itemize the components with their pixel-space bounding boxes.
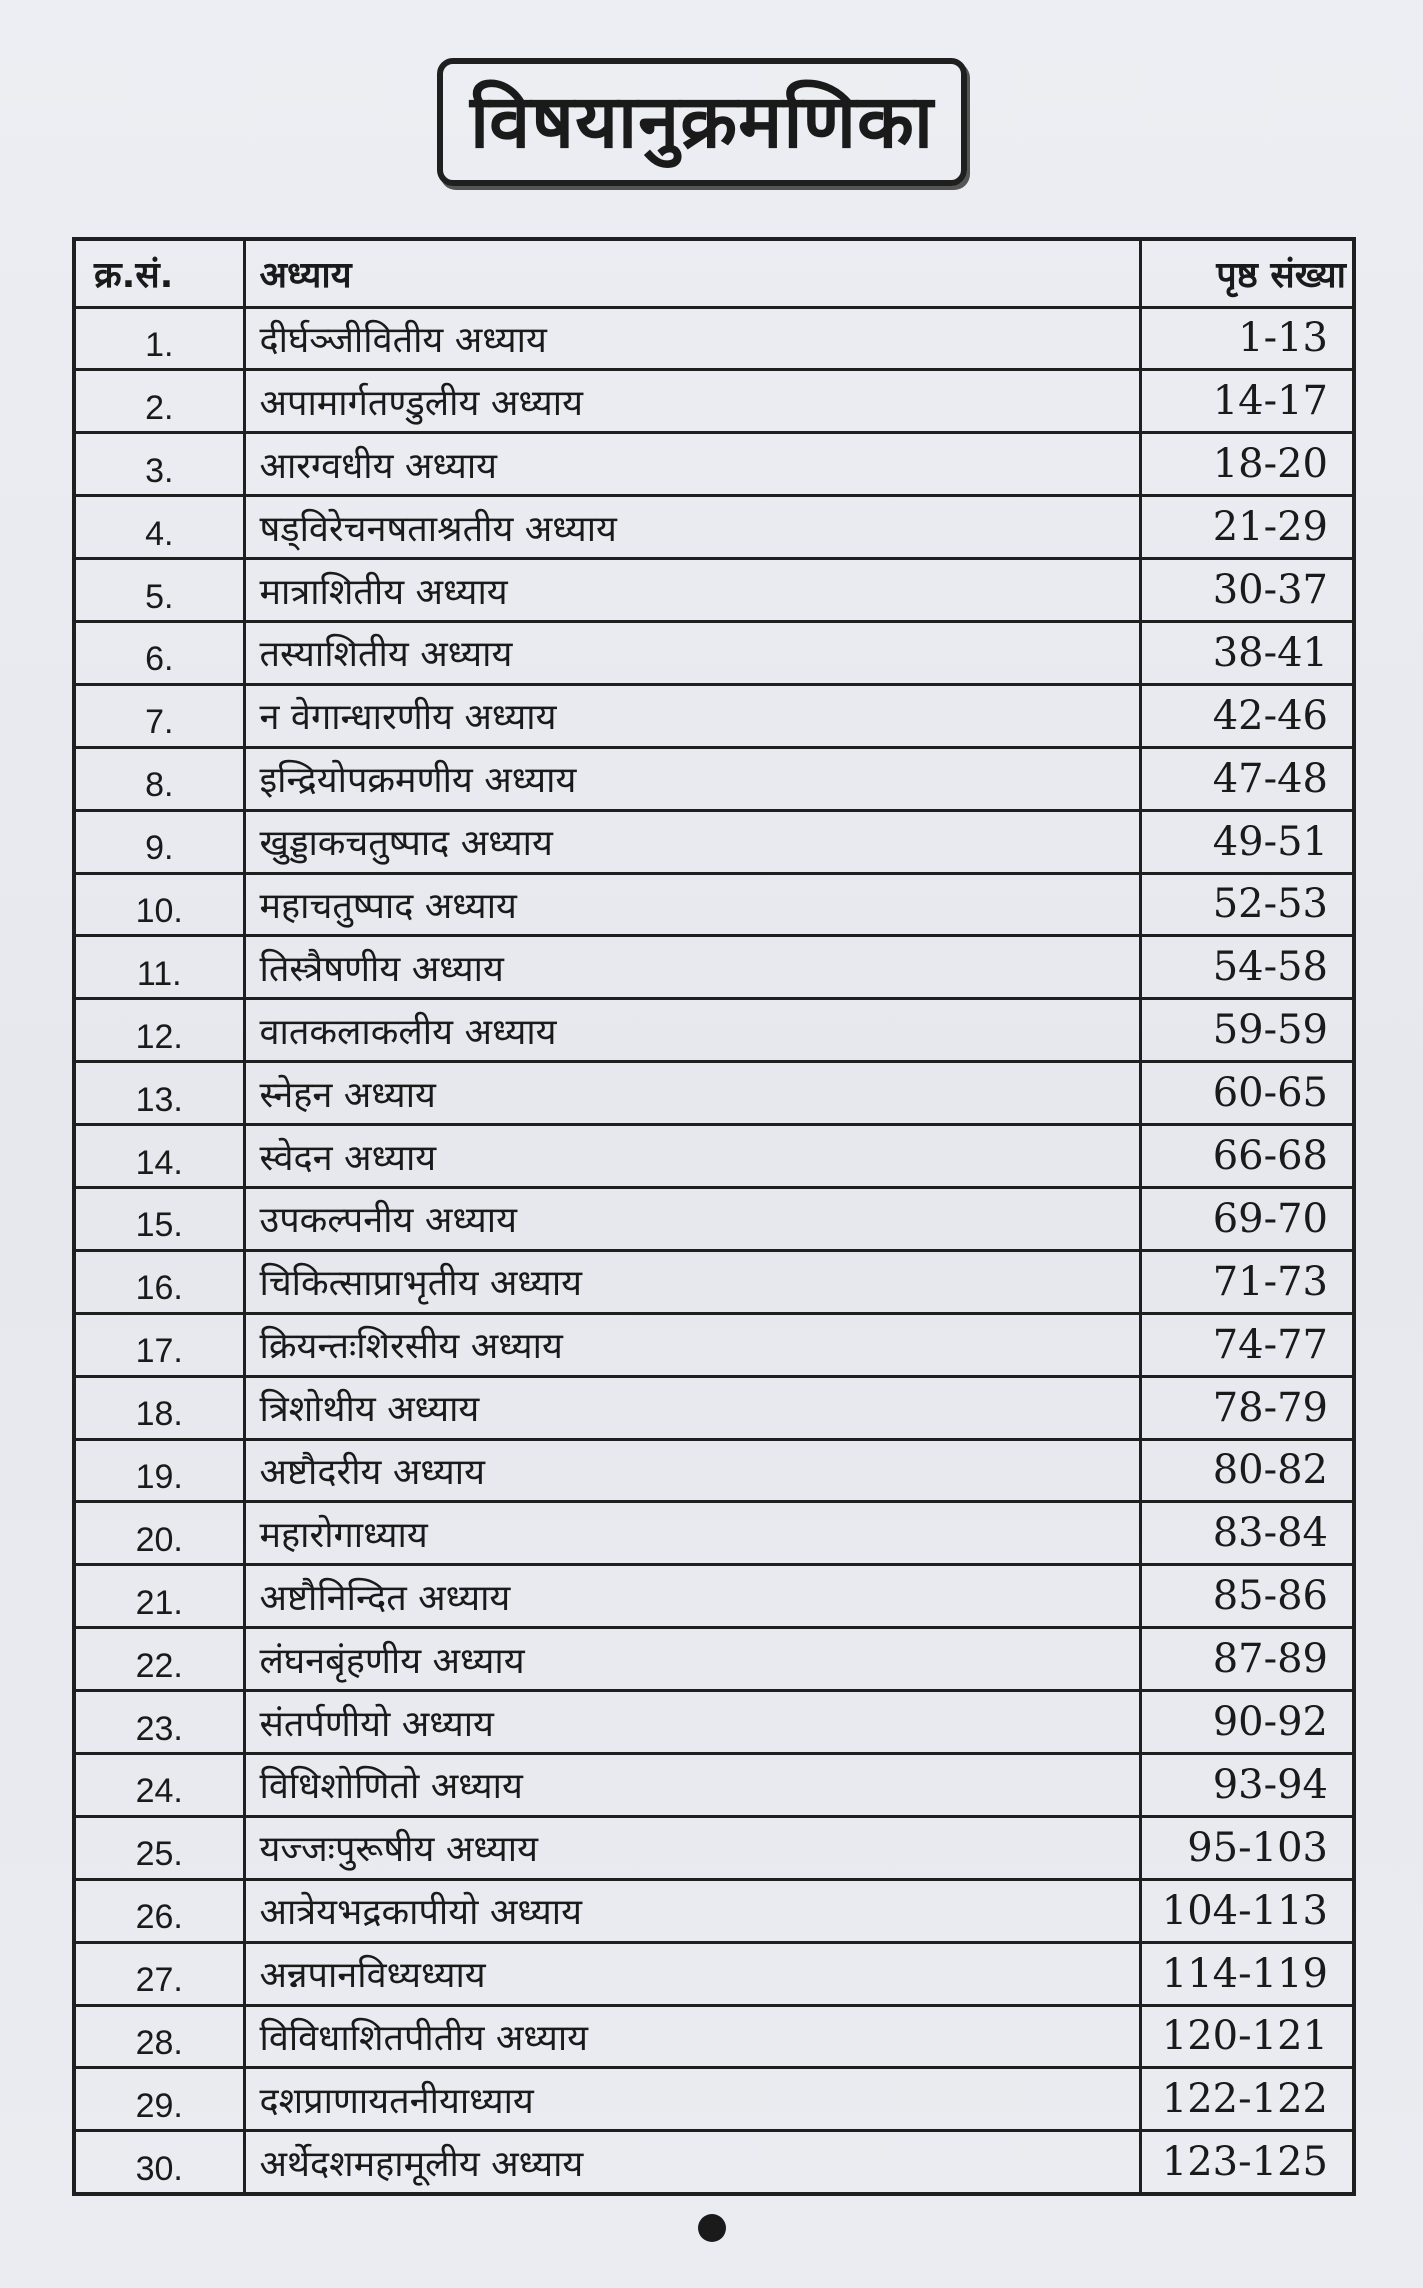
table-row <box>74 1753 1354 1816</box>
table-row <box>74 873 1354 936</box>
row-page-range: 93-94 <box>1140 1753 1354 1816</box>
page-dot-marker <box>698 2214 726 2242</box>
table-row <box>74 1565 1354 1628</box>
row-serial-number: 8. <box>74 747 244 810</box>
row-chapter-name: महाचतुष्पाद अध्याय <box>244 873 1140 936</box>
row-chapter-name: दीर्घञ्जीवितीय अध्याय <box>244 307 1140 370</box>
row-page-range: 122-122 <box>1140 2068 1354 2131</box>
row-chapter-name: उपकल्पनीय अध्याय <box>244 1187 1140 1250</box>
row-serial-number: 26. <box>74 1879 244 1942</box>
row-serial-number: 20. <box>74 1502 244 1565</box>
row-page-range: 90-92 <box>1140 1691 1354 1754</box>
row-page-range: 49-51 <box>1140 810 1354 873</box>
row-chapter-name: आत्रेयभद्रकापीयो अध्याय <box>244 1879 1140 1942</box>
table-row <box>74 1187 1354 1250</box>
row-serial-number: 7. <box>74 684 244 747</box>
row-chapter-name: अष्टौदरीय अध्याय <box>244 1439 1140 1502</box>
row-chapter-name: संतर्पणीयो अध्याय <box>244 1691 1140 1754</box>
title-box <box>437 58 967 186</box>
row-chapter-name: मात्राशितीय अध्याय <box>244 559 1140 622</box>
row-serial-number: 24. <box>74 1753 244 1816</box>
row-serial-number: 11. <box>74 936 244 999</box>
row-serial-number: 15. <box>74 1187 244 1250</box>
row-serial-number: 17. <box>74 1313 244 1376</box>
table-row <box>74 1125 1354 1188</box>
row-page-range: 30-37 <box>1140 559 1354 622</box>
table-row <box>74 1942 1354 2005</box>
table-row <box>74 433 1354 496</box>
row-chapter-name: लंघनबृंहणीय अध्याय <box>244 1628 1140 1691</box>
table-row <box>74 936 1354 999</box>
row-page-range: 123-125 <box>1140 2131 1354 2194</box>
row-serial-number: 4. <box>74 496 244 559</box>
row-serial-number: 29. <box>74 2068 244 2131</box>
row-page-range: 95-103 <box>1140 1816 1354 1879</box>
row-chapter-name: यज्जःपुरूषीय अध्याय <box>244 1816 1140 1879</box>
table-row <box>74 559 1354 622</box>
row-page-range: 120-121 <box>1140 2005 1354 2068</box>
row-chapter-name: तिस्त्रैषणीय अध्याय <box>244 936 1140 999</box>
row-page-range: 71-73 <box>1140 1250 1354 1313</box>
row-chapter-name: दशप्राणायतनीयाध्याय <box>244 2068 1140 2131</box>
table-row <box>74 1250 1354 1313</box>
row-chapter-name: न वेगान्धारणीय अध्याय <box>244 684 1140 747</box>
row-page-range: 1-13 <box>1140 307 1354 370</box>
row-chapter-name: चिकित्साप्राभृतीय अध्याय <box>244 1250 1140 1313</box>
table-row <box>74 2068 1354 2131</box>
row-chapter-name: अन्नपानविध्यध्याय <box>244 1942 1140 2005</box>
row-page-range: 60-65 <box>1140 1062 1354 1125</box>
row-serial-number: 22. <box>74 1628 244 1691</box>
row-serial-number: 13. <box>74 1062 244 1125</box>
row-page-range: 18-20 <box>1140 433 1354 496</box>
row-serial-number: 28. <box>74 2005 244 2068</box>
row-chapter-name: इन्द्रियोपक्रमणीय अध्याय <box>244 747 1140 810</box>
row-page-range: 80-82 <box>1140 1439 1354 1502</box>
row-page-range: 59-59 <box>1140 999 1354 1062</box>
page-title: विषयानुक्रमणिका <box>470 79 934 165</box>
row-serial-number: 3. <box>74 433 244 496</box>
row-page-range: 38-41 <box>1140 621 1354 684</box>
row-serial-number: 9. <box>74 810 244 873</box>
row-page-range: 87-89 <box>1140 1628 1354 1691</box>
row-serial-number: 12. <box>74 999 244 1062</box>
table-row <box>74 1062 1354 1125</box>
row-page-range: 52-53 <box>1140 873 1354 936</box>
row-page-range: 54-58 <box>1140 936 1354 999</box>
table-row <box>74 1376 1354 1439</box>
row-page-range: 114-119 <box>1140 1942 1354 2005</box>
row-serial-number: 10. <box>74 873 244 936</box>
row-chapter-name: महारोगाध्याय <box>244 1502 1140 1565</box>
table-row <box>74 2005 1354 2068</box>
row-chapter-name: विविधाशितपीतीय अध्याय <box>244 2005 1140 2068</box>
row-chapter-name: तस्याशितीय अध्याय <box>244 621 1140 684</box>
row-page-range: 47-48 <box>1140 747 1354 810</box>
table-row <box>74 1879 1354 1942</box>
row-chapter-name: अपामार्गतण्डुलीय अध्याय <box>244 370 1140 433</box>
table-row <box>74 810 1354 873</box>
row-chapter-name: आरग्वधीय अध्याय <box>244 433 1140 496</box>
table-row <box>74 1816 1354 1879</box>
row-serial-number: 21. <box>74 1565 244 1628</box>
row-chapter-name: त्रिशोथीय अध्याय <box>244 1376 1140 1439</box>
row-serial-number: 25. <box>74 1816 244 1879</box>
header-chapter: अध्याय <box>244 239 1140 307</box>
row-page-range: 14-17 <box>1140 370 1354 433</box>
row-serial-number: 19. <box>74 1439 244 1502</box>
table-row <box>74 2131 1354 2194</box>
row-page-range: 69-70 <box>1140 1187 1354 1250</box>
table-row <box>74 1628 1354 1691</box>
row-chapter-name: षड्विरेचनषताश्रतीय अध्याय <box>244 496 1140 559</box>
row-page-range: 42-46 <box>1140 684 1354 747</box>
table-row <box>74 1502 1354 1565</box>
table-row <box>74 999 1354 1062</box>
row-page-range: 85-86 <box>1140 1565 1354 1628</box>
row-serial-number: 16. <box>74 1250 244 1313</box>
row-serial-number: 2. <box>74 370 244 433</box>
table-row <box>74 621 1354 684</box>
row-chapter-name: विधिशोणितो अध्याय <box>244 1753 1140 1816</box>
row-page-range: 78-79 <box>1140 1376 1354 1439</box>
row-serial-number: 18. <box>74 1376 244 1439</box>
row-page-range: 83-84 <box>1140 1502 1354 1565</box>
table-row <box>74 684 1354 747</box>
row-page-range: 74-77 <box>1140 1313 1354 1376</box>
table-row <box>74 496 1354 559</box>
header-serial-number: क्र.सं. <box>74 239 244 307</box>
table-row <box>74 747 1354 810</box>
contents-table <box>72 237 1356 2196</box>
row-serial-number: 6. <box>74 621 244 684</box>
table-row <box>74 370 1354 433</box>
table-row <box>74 307 1354 370</box>
row-serial-number: 5. <box>74 559 244 622</box>
header-page-number: पृष्ठ संख्या <box>1140 239 1354 307</box>
row-serial-number: 14. <box>74 1125 244 1188</box>
row-page-range: 21-29 <box>1140 496 1354 559</box>
row-serial-number: 30. <box>74 2131 244 2194</box>
row-serial-number: 23. <box>74 1691 244 1754</box>
row-chapter-name: वातकलाकलीय अध्याय <box>244 999 1140 1062</box>
row-chapter-name: खुड्डाकचतुष्पाद अध्याय <box>244 810 1140 873</box>
row-chapter-name: अर्थेदशमहामूलीय अध्याय <box>244 2131 1140 2194</box>
table-row <box>74 1313 1354 1376</box>
row-chapter-name: स्नेहन अध्याय <box>244 1062 1140 1125</box>
row-chapter-name: स्वेदन अध्याय <box>244 1125 1140 1188</box>
row-serial-number: 27. <box>74 1942 244 2005</box>
row-chapter-name: अष्टौनिन्दित अध्याय <box>244 1565 1140 1628</box>
row-serial-number: 1. <box>74 307 244 370</box>
row-page-range: 104-113 <box>1140 1879 1354 1942</box>
table-body <box>74 307 1354 2194</box>
row-chapter-name: क्रियन्तःशिरसीय अध्याय <box>244 1313 1140 1376</box>
table-header-row <box>74 239 1354 307</box>
table-row <box>74 1439 1354 1502</box>
table-row <box>74 1691 1354 1754</box>
row-page-range: 66-68 <box>1140 1125 1354 1188</box>
